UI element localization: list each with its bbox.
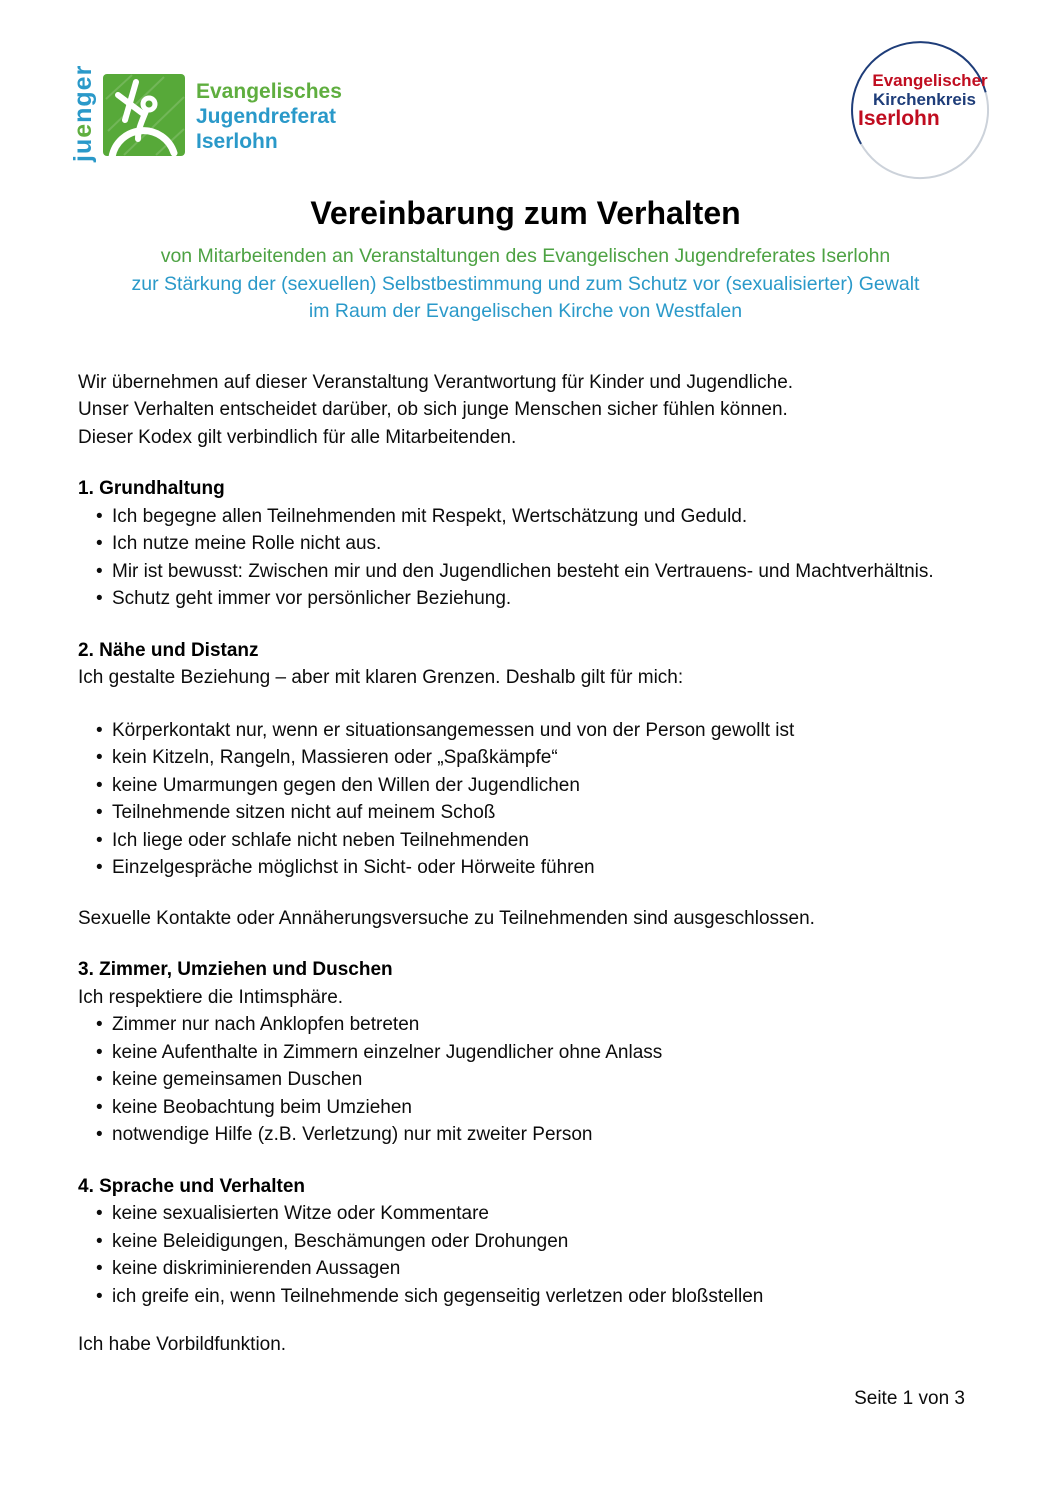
bullet-list	[78, 1200, 973, 1310]
bullet-item: • ich greife ein, wenn Teilnehmende sich gegenseitig verletzen oder bloßstellen	[112, 1283, 973, 1311]
bullet-item: • Zimmer nur nach Anklopfen betreten	[112, 1011, 973, 1039]
bullet-item: • keine Aufenthalte in Zimmern einzelner Jugendlicher ohne Anlass	[112, 1039, 973, 1067]
bullet-list	[78, 503, 973, 613]
kirchenkreis-line-3: Iserlohn	[858, 107, 940, 130]
bullet-item: • keine diskriminierenden Aussagen	[112, 1255, 973, 1283]
bullet-list	[78, 717, 973, 882]
bullet-item: • Ich nutze meine Rolle nicht aus.	[112, 530, 973, 558]
bullet-item: • Ich liege oder schlafe nicht neben Teilnehmenden	[112, 827, 973, 855]
bullet-item: • Ich begegne allen Teilnehmenden mit Respekt, Wertschätzung und Geduld.	[112, 503, 973, 531]
juenger-figure-icon	[102, 73, 186, 157]
kirchenkreis-logo	[850, 40, 990, 180]
bullet-item: • kein Kitzeln, Rangeln, Massieren oder „Spaßkämpfe“	[112, 744, 973, 772]
bullet-item: • Körperkontakt nur, wenn er situationsangemessen und von der Person gewollt ist	[112, 717, 973, 745]
subtitle	[78, 243, 973, 326]
sections	[78, 475, 973, 1310]
section-heading: 2. Nähe und Distanz	[78, 639, 259, 661]
kirchenkreis-line-1: Evangelischer	[872, 71, 988, 90]
juenger-logo	[69, 64, 342, 162]
bullet-item: • keine gemeinsamen Duschen	[112, 1066, 973, 1094]
bullet-item: • keine Beobachtung beim Umziehen	[112, 1094, 973, 1122]
juenger-text-suffix: nger	[69, 64, 97, 123]
bullet-item: • Mir ist bewusst: Zwischen mir und den Jugendlichen besteht ein Vertrauens- und Machtverhältnis.	[112, 558, 973, 586]
bullet-item: • Teilnehmende sitzen nicht auf meinem Schoß	[112, 799, 973, 827]
juenger-text-green-letter: e	[69, 122, 97, 138]
org-line-1: Evangelisches	[196, 80, 342, 103]
org-line-3: Iserlohn	[196, 130, 278, 153]
section-heading: 3. Zimmer, Umziehen und Duschen	[78, 959, 393, 980]
section	[78, 475, 973, 613]
section	[78, 1173, 973, 1311]
bullet-item: • Einzelgespräche möglichst in Sicht- oder Hörweite führen	[112, 854, 973, 882]
section-after-paragraph: Sexuelle Kontakte oder Annäherungsversuche zu Teilnehmenden sind ausgeschlossen.	[78, 907, 815, 929]
bullet-item: • notwendige Hilfe (z.B. Verletzung) nur mit zweiter Person	[112, 1121, 973, 1149]
page-title: Vereinbarung zum Verhalten	[310, 195, 741, 231]
juenger-vertical-text	[69, 64, 97, 162]
section-intro: Ich respektiere die Intimsphäre.	[78, 986, 344, 1008]
bullet-list	[78, 1011, 973, 1149]
closing-statement: Ich habe Vorbildfunktion.	[78, 1334, 287, 1355]
section-heading: 4. Sprache und Verhalten	[78, 1175, 306, 1197]
section-heading: 1. Grundhaltung	[78, 478, 225, 499]
bullet-item: • keine Umarmungen gegen den Willen der Jugendlichen	[112, 772, 973, 800]
org-name-block	[196, 79, 342, 154]
kirchenkreis-line-2: Kirchenkreis	[873, 90, 976, 109]
juenger-text-prefix: ju	[69, 137, 97, 162]
bullet-item: • keine Beleidigungen, Beschämungen oder Drohungen	[112, 1228, 973, 1256]
document-content	[78, 193, 973, 1359]
intro-paragraph	[78, 369, 973, 452]
subtitle-line-1: von Mitarbeitenden an Veranstaltungen des Evangelischen Jugendreferates Iserlohn	[160, 245, 891, 267]
intro-line-3: Dieser Kodex gilt verbindlich für alle Mitarbeitenden.	[78, 426, 517, 448]
section	[78, 956, 973, 1149]
subtitle-line-2: zur Stärkung der (sexuellen) Selbstbestimmung und zum Schutz vor (sexualisierter) Gewalt	[131, 272, 920, 295]
page-number: Seite 1 von 3	[854, 1388, 965, 1409]
intro-line-2: Unser Verhalten entscheidet darüber, ob sich junge Menschen sicher fühlen können.	[78, 399, 788, 420]
bullet-item: • keine sexualisierten Witze oder Kommentare	[112, 1200, 973, 1228]
bullet-item: • Schutz geht immer vor persönlicher Beziehung.	[112, 585, 973, 613]
org-line-2: Jugendreferat	[196, 105, 337, 128]
intro-line-1: Wir übernehmen auf dieser Veranstaltung Verantwortung für Kinder und Jugendliche.	[78, 371, 794, 393]
subtitle-line-3: im Raum der Evangelischen Kirche von Westfalen	[308, 300, 743, 322]
section-intro: Ich gestalte Beziehung – aber mit klaren Grenzen. Deshalb gilt für mich:	[78, 667, 684, 688]
section	[78, 637, 973, 933]
